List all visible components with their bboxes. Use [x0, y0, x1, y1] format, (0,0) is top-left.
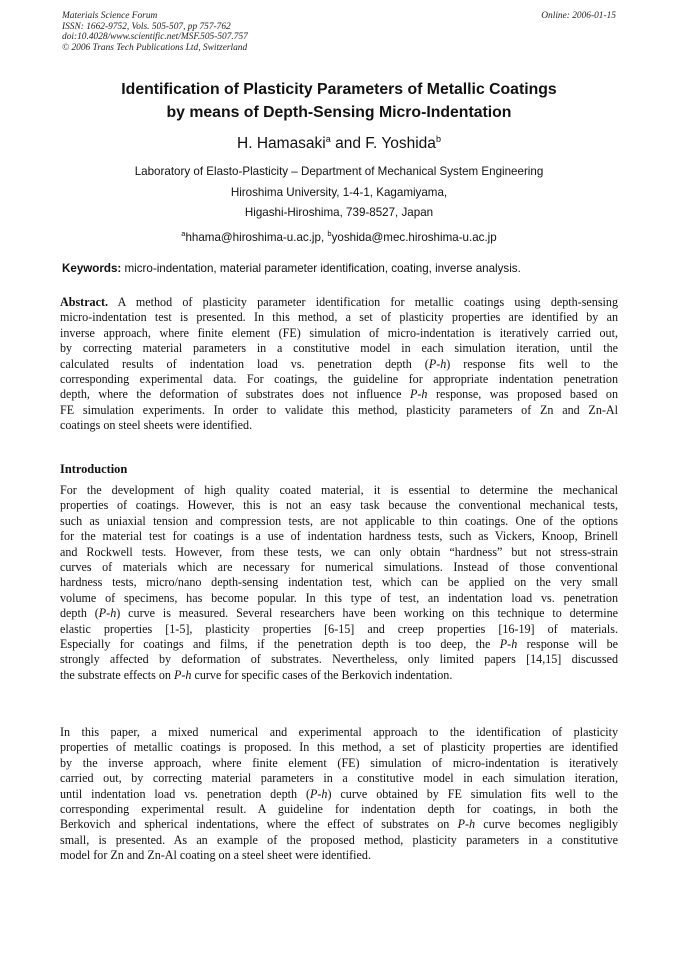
abstract-line: FE simulation experiments. In order to validate this method, plasticity parameters of Zn and Zn-Al	[60, 402, 618, 417]
affiliation-line-1: Laboratory of Elasto-Plasticity – Department of Mechanical System Engineering	[134, 165, 544, 178]
affiliation-line-3: Higashi-Hiroshima, 739-8527, Japan	[244, 206, 434, 219]
paragraph-line: hardness tests, micro/nano depth-sensing indentation test, which can be applied on the very small	[60, 575, 618, 590]
paragraph-line: In this paper, a mixed numerical and experimental approach to the identification of plasticity	[60, 725, 618, 739]
paragraph-line: by the inverse approach, where finite element (FE) simulation of micro-indentation is iteratively	[60, 755, 618, 770]
authors	[0, 134, 678, 153]
paragraph-line: small, is presented. As an example of the proposed method, plasticity parameters in a constitutive	[60, 832, 618, 847]
paragraph-line: For the development of high quality coated material, it is essential to determine the mechanical	[60, 483, 618, 497]
ph-notation: P-h	[499, 637, 518, 652]
paragraph-line: strongly affected by deformation of substrates. Nevertheless, only limited papers [14,15] discussed	[60, 652, 618, 667]
ph-notation: P-h	[173, 667, 192, 682]
paragraph-line: depth (P-h) curve is measured. Several researchers have been working on this technique to determine	[60, 606, 618, 621]
email-b[interactable]: yoshida@mec.hiroshima-u.ac.jp	[331, 230, 497, 244]
ph-notation: P-h	[410, 387, 428, 402]
author-2: F. Yoshida	[365, 135, 436, 153]
ph-notation: P-h	[98, 606, 117, 621]
online-date: Online: 2006-01-15	[541, 11, 616, 21]
paper-title	[0, 78, 678, 124]
author-1: H. Hamasaki	[237, 135, 326, 153]
paragraph-line: the substrate effects on P-h curve for specific cases of the Berkovich indentation.	[60, 667, 453, 682]
abstract-line: corresponding experimental data. For coatings, the guideline for appropriate indentation penetration	[60, 372, 618, 387]
paragraph-line: volume of specimens, has become popular. In this type of test, an indentation load vs. penetration	[60, 590, 618, 605]
abstract-line: depth, where the deformation of substrates does not influence P-h response, was proposed based on	[60, 387, 618, 402]
ph-notation: P-h	[428, 356, 447, 371]
paragraph-line: until indentation load vs. penetration depth (P-h) curve obtained by FE simulation fits well to the	[60, 786, 618, 801]
abstract	[60, 295, 618, 434]
paragraph-line: elastic properties [1-5], plasticity properties [6-15] and creep properties [16-19] of materials.	[60, 621, 618, 636]
email-b-sup: b	[327, 228, 332, 238]
paragraph-line: model for Zn and Zn-Al coating on a steel sheet were identified.	[60, 848, 371, 863]
copyright-line: © 2006 Trans Tech Publications Ltd, Switzerland	[62, 42, 248, 53]
abstract-line: coatings on steel sheets were identified.	[60, 418, 253, 433]
paragraph-line: for the material test for coatings is a use of indentation hardness tests, such as Vickers, Knoop, Brinell	[60, 529, 618, 544]
doi-line: doi:10.4028/www.scientific.net/MSF.505-507.757	[62, 32, 248, 43]
introduction-paragraph-2	[60, 725, 618, 864]
paragraph-line: curves of materials which are necessary for numerical simulations. Instead of those conventional	[60, 560, 618, 575]
journal-header	[62, 11, 248, 53]
paragraph-line: properties of coatings. However, this is not an easy task because the conventional mechanical tests,	[60, 498, 618, 513]
keywords-label: Keywords:	[62, 262, 122, 275]
abstract-line: micro-indentation test is presented. In this method, a set of plasticity properties are identified by an	[60, 310, 618, 325]
title-line-1: Identification of Plasticity Parameters of Metallic Coatings	[121, 81, 557, 98]
affiliation-line-2: Hiroshima University, 1-4-1, Kagamiyama,	[230, 185, 448, 199]
affiliation	[0, 162, 678, 248]
abstract-line: calculated results of indentation load vs. penetration depth (P-h) response fits well to the	[60, 356, 619, 371]
abstract-line: Abstract. A method of plasticity parameter identification for metallic coatings using depth-sensing	[60, 295, 618, 309]
email-line	[0, 224, 678, 248]
keywords	[62, 262, 622, 275]
paragraph-line: properties of metallic coatings is proposed. In this method, a set of plasticity properties are identified	[60, 740, 618, 755]
paragraph-line: carried out, by correcting material parameters in a constitutive model in each simulation iteration,	[60, 771, 618, 786]
paragraph-line: Especially for coatings and films, if the penetration depth is too deep, the P-h response will be	[60, 637, 618, 652]
email-a[interactable]: hhama@hiroshima-u.ac.jp,	[185, 230, 328, 244]
author-2-sup: b	[435, 134, 441, 144]
abstract-line: inverse approach, where finite element (FE) simulation of micro-indentation is iteratively carried out,	[60, 325, 618, 340]
abstract-line: by correcting material parameters in a constitutive model in each simulation iteration, until the	[60, 341, 618, 356]
section-heading-introduction: Introduction	[60, 462, 128, 476]
keywords-text: micro-indentation, material parameter identification, coating, inverse analysis.	[121, 262, 521, 275]
paragraph-line: and Rockwell tests. However, from these tests, we can only obtain “hardness” but not stress-strain	[60, 544, 618, 559]
introduction-paragraph-1	[60, 483, 618, 683]
issn-line: ISSN: 1662-9752, Vols. 505-507, pp 757-762	[62, 21, 231, 32]
paragraph-line: corresponding experimental result. A guideline for indentation depth for coatings, in both the	[60, 802, 618, 817]
ph-notation: P-h	[310, 786, 328, 801]
email-a-sup: a	[181, 228, 186, 238]
journal-name: Materials Science Forum	[62, 11, 158, 21]
ph-notation: P-h	[457, 817, 476, 832]
title-line-2: by means of Depth-Sensing Micro-Indentation	[166, 104, 512, 121]
abstract-label: Abstract.	[60, 295, 109, 309]
paragraph-line: Berkovich and spherical indentations, where the effect of substrates on P-h curve becomes negligibly	[60, 817, 618, 832]
paragraph-line: such as uniaxial tension and compression tests, are not applicable to thin coatings. One of the options	[60, 513, 618, 528]
author-1-sup: a	[325, 134, 331, 144]
author-conjunction: and	[330, 135, 366, 153]
